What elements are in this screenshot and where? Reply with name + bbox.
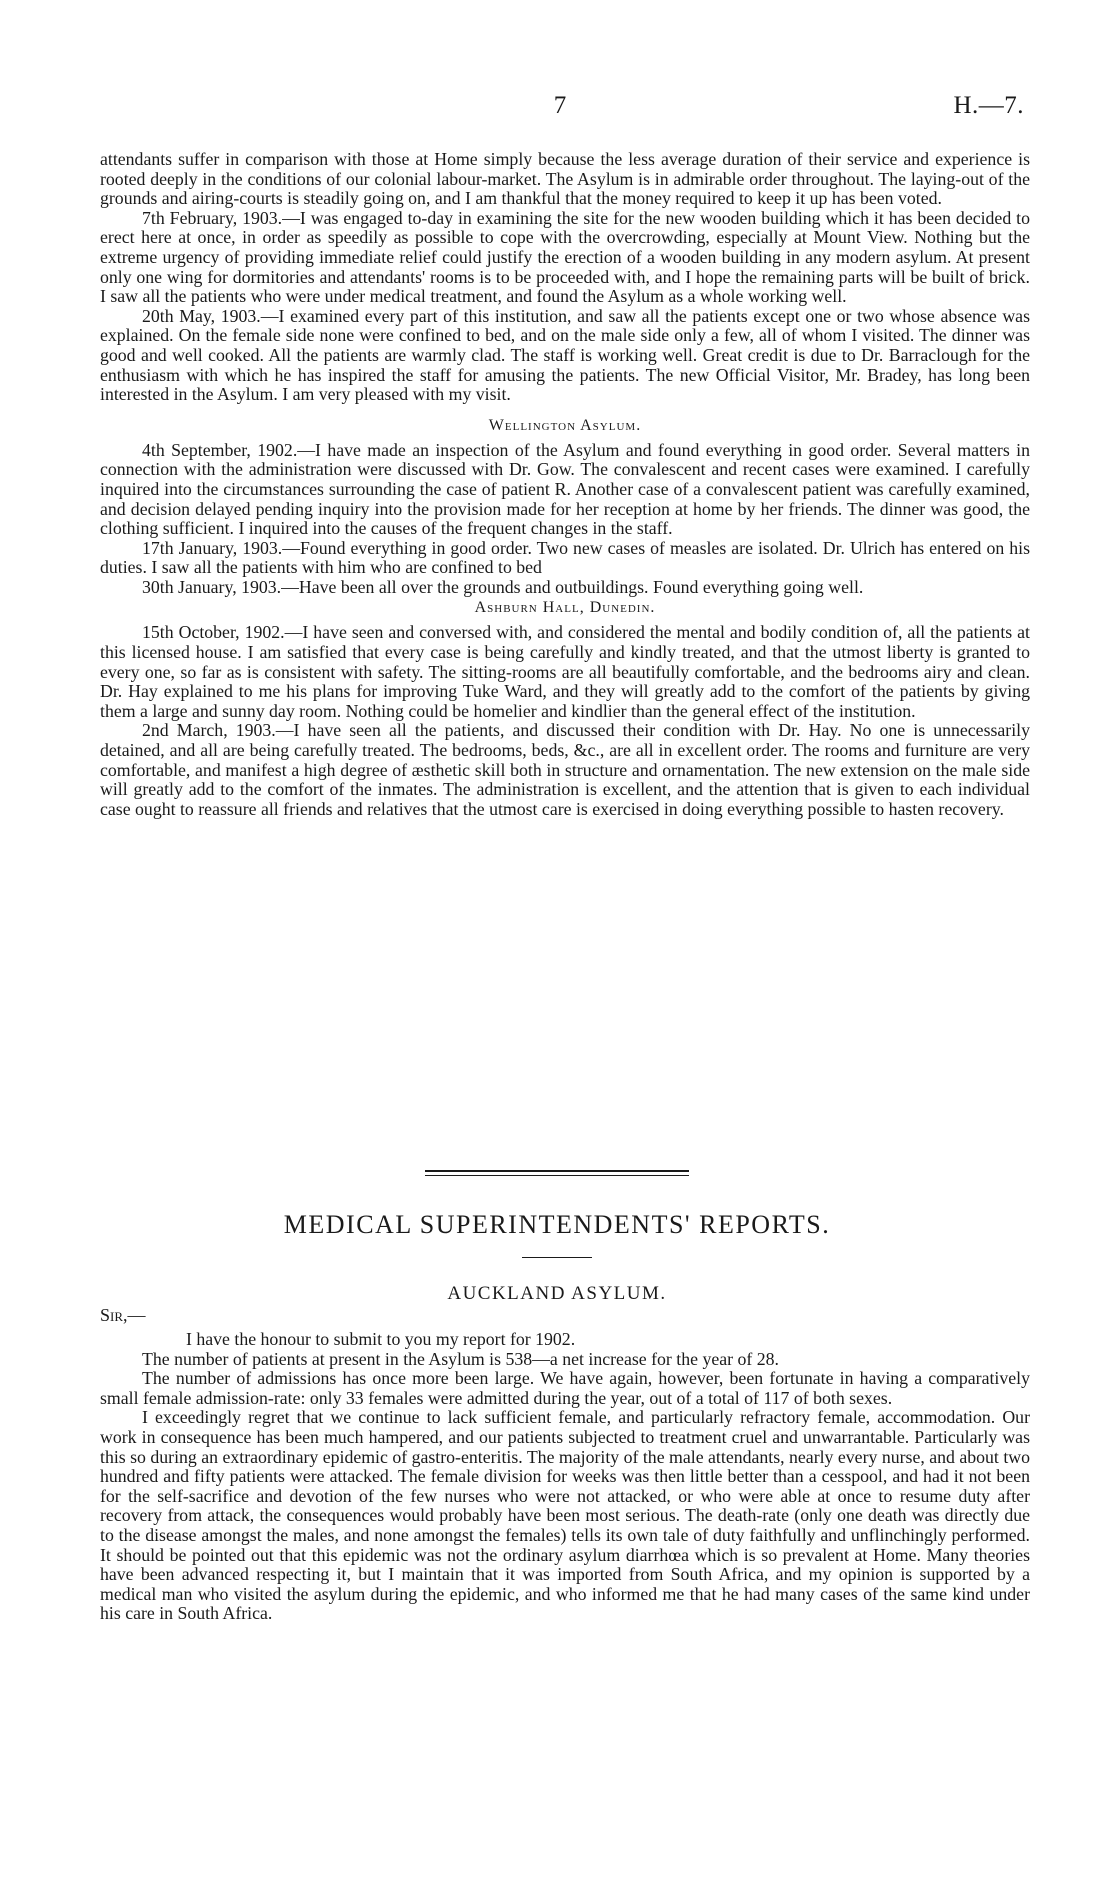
body-paragraph: I have the honour to submit to you my report for 1902. — [186, 1329, 576, 1349]
body-paragraph: 4th September, 1902.—I have made an inspection of the Asylum and found everything in good order. Several matters in connection with the administration were discussed with Dr. Gow. The convalescent and recent cases were examined. I carefully inquired into the circumstances surrounding the case of patient R. Another case of a convalescent patient was carefully examined, and decision delayed pending inquiry into the provision made for her reception at home by her friends. The dinner was good, the clothing sufficient. I inquired into the causes of the frequent changes in the staff. — [100, 439, 1030, 539]
salutation: Sir,— — [100, 1305, 146, 1325]
body-paragraph: 30th January, 1903.—Have been all over the grounds and outbuildings. Found everything going well. — [142, 576, 864, 597]
page-number: 7 — [553, 92, 567, 119]
superintendents-heading: MEDICAL SUPERINTENDENTS' REPORTS. — [283, 1210, 831, 1239]
auckland-report — [100, 1330, 1030, 1624]
short-rule — [522, 1257, 592, 1258]
visitors-reports-section — [100, 150, 1030, 819]
section-divider — [425, 1170, 689, 1172]
auckland-heading: AUCKLAND ASYLUM. — [447, 1283, 667, 1304]
body-paragraph: The number of patients at present in the Asylum is 538—a net increase for the year of 28. — [142, 1348, 779, 1369]
body-paragraph: 20th May, 1903.—I examined every part of this institution, and saw all the patients except one or two whose absence was explained. On the female side none were confined to bed, and on the male side only a few, all of whom I visited. The dinner was good and well cooked. All the patients are warmly clad. The staff is working well. Great credit is due to Dr. Barraclough for the enthusiasm with which he has inspired the staff for amusing the patients. The new Official Visitor, Mr. Bradey, has long been interested in the Asylum. I am very pleased with my visit. — [100, 305, 1030, 405]
body-paragraph: The number of admissions has once more been large. We have again, however, been fortunate in having a comparatively small female admission-rate: only 33 females were admitted during the year, out of a total of 117 of both sexes. — [100, 1368, 1030, 1408]
body-paragraph: 17th January, 1903.—Found everything in good order. Two new cases of measles are isolated. Dr. Ulrich has entered on his duties. I saw all the patients with him who are confined to bed — [100, 537, 1030, 578]
section-heading-ashburn: Ashburn Hall, Dunedin. — [474, 599, 656, 617]
body-paragraph: attendants suffer in comparison with those at Home simply because the less average duration of their service and experience is rooted deeply in the conditions of our colonial labour-market. The Asylum is in admirable order throughout. The laying-out of the grounds and airing-courts is steadily going on, and I am thankful that the money required to keep it up has been voted. — [100, 149, 1030, 209]
section-heading-wellington: Wellington Asylum. — [488, 416, 642, 434]
document-code: H.—7. — [953, 92, 1024, 119]
body-paragraph: 2nd March, 1903.—I have seen all the patients, and discussed their condition with Dr. Hay. No one is unnecessarily detained, and all are being carefully treated. The bedrooms, beds, &c., are all in excellent order. The rooms and furniture are very comfortable, and manifest a high degree of æsthetic skill both in structure and ornamentation. The new extension on the male side will greatly add to the comfort of the inmates. The administration is excellent, and the attention that is given to each individual case ought to reassure all friends and relatives that the utmost care is exercised in doing everything possible to hasten recovery. — [100, 720, 1030, 819]
section-divider-thin — [425, 1175, 689, 1176]
body-paragraph: 7th February, 1903.—I was engaged to-day in examining the site for the new wooden building which it has been decided to erect here at once, in order as speedily as possible to cope with the overcrowding, especially at Mount View. Nothing but the extreme urgency of providing immediate relief could justify the erection of a wooden building in any modern asylum. At present only one wing for dormitories and attendants' rooms is to be proceeded with, and I hope the remaining parts will be built of brick. I saw all the patients who were under medical treatment, and found the Asylum as a whole working well. — [100, 207, 1030, 307]
body-paragraph: I exceedingly regret that we continue to lack sufficient female, and particularly refractory female, accommodation. Our work in consequence has been much hampered, and our patients subjected to treatment cruel and unwarrantable. Particularly was this so during an extraordinary epidemic of gastro-enteritis. The majority of the male attendants, nearly every nurse, and about two hundred and fifty patients were attacked. The female division for weeks was then little better than a cesspool, and had it not been for the self-sacrifice and devotion of the few nurses who were not attacked, or who were able at once to resume duty after recovery from attack, the consequences would probably have been most serious. The death-rate (only one death was directly due to the disease amongst the males, and none amongst the females) tells its own tale of duty faithfully and unflinchingly performed. It should be pointed out that this epidemic was not the ordinary asylum diarrhœa which is so prevalent at Home. Many theories have been advanced respecting it, but I maintain that it was imported from South Africa, and my opinion is supported by a medical man who visited the asylum during the epidemic, and who informed me that he had many cases of the same kind under his care in South Africa. — [100, 1407, 1030, 1624]
body-paragraph: 15th October, 1902.—I have seen and conversed with, and considered the mental and bodily condition of, all the patients at this licensed house. I am satisfied that every case is being carefully and kindly treated, and that the utmost liberty is granted to every one, so far as is consistent with safety. The sitting-rooms are all beautifully comfortable, and the bedrooms airy and clean. Dr. Hay explained to me his plans for improving Tuke Ward, and they will greatly add to the comfort of the patients by giving them a large and sunny day room. Nothing could be homelier and kindlier than the general effect of the institution. — [100, 622, 1030, 721]
